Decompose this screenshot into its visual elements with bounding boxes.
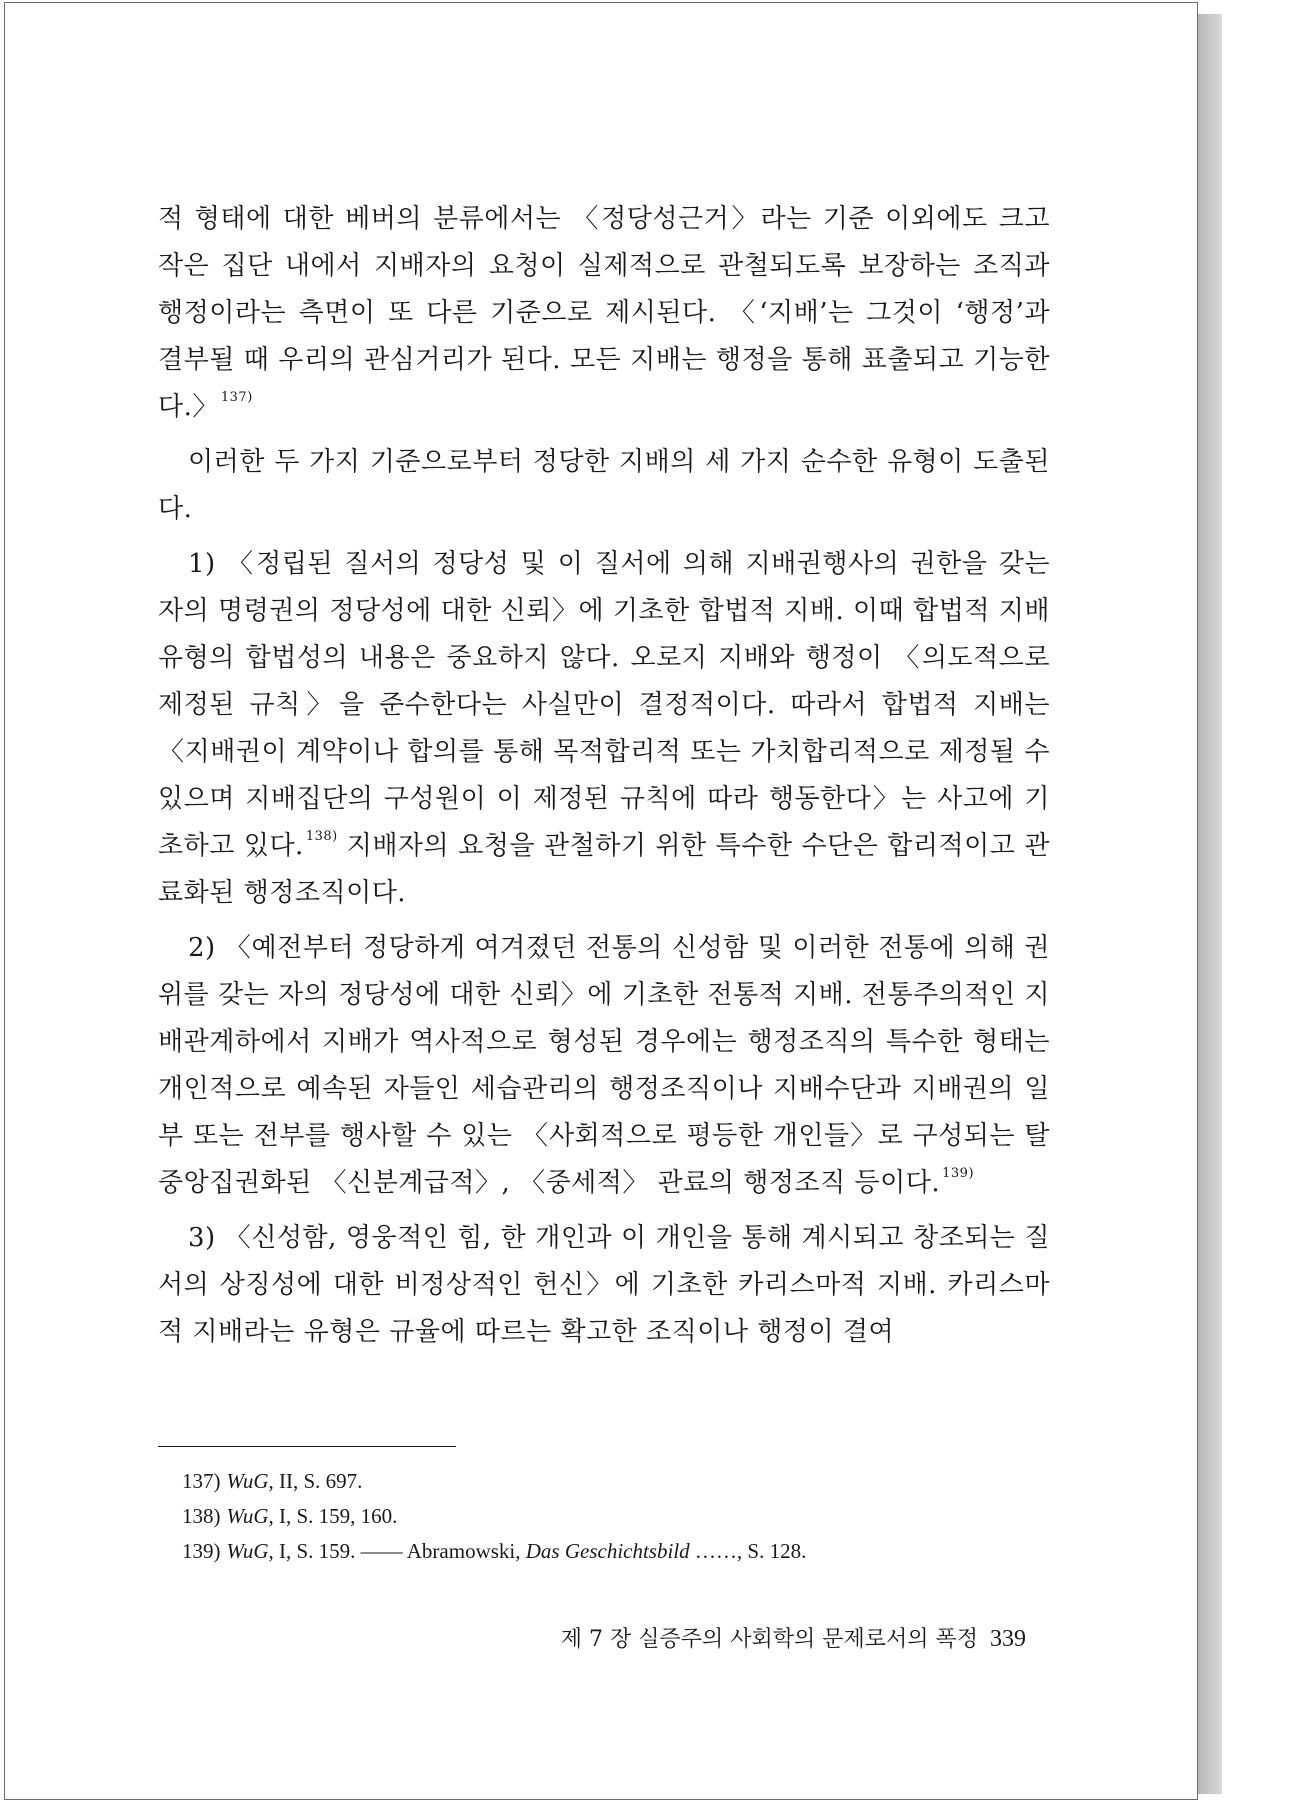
footnote-138 xyxy=(182,1499,982,1534)
chapter-title: 제 7 장 실증주의 사회학의 문제로서의 폭정 xyxy=(560,1627,978,1652)
page-number: 339 xyxy=(990,1626,1026,1652)
footnotes xyxy=(182,1464,982,1569)
paragraph-1 xyxy=(158,196,1050,431)
footnote-ref-139[interactable]: 139) xyxy=(942,1166,975,1181)
footnote-number: 138) xyxy=(182,1504,221,1528)
paragraph-text: 1) 〈정립된 질서의 정당성 및 이 질서에 의해 지배권행사의 권한을 갖는 자의 명령권의 정당성에 대한 신뢰〉에 기초한 합법적 지배. 이때 합법적 지배유형의 합법성의 내용은 중요하지 않다. 오로지 지배와 행정이 〈의도적으로 제정된 규칙〉을 준수한다는 사실만이 결정적이다. 따라서 합법적 지배는 〈지배권이 계약이나 합의를 통해 목적합리적 또는 가치합리적으로 제정될 수 있으며 지배집단의 구성원이 이 제정된 규칙에 따라 행동한다〉는 사고에 기초하고 있다. xyxy=(158,549,1050,861)
footnote-number: 137) xyxy=(182,1469,221,1493)
footnote-number: 139) xyxy=(182,1539,221,1563)
footnote-139 xyxy=(182,1534,982,1569)
main-text xyxy=(158,196,1050,1364)
footnote-citation: , I, S. 159, 160. xyxy=(268,1504,398,1528)
footnote-citation: ……, S. 128. xyxy=(689,1539,807,1563)
footnote-137 xyxy=(182,1464,982,1499)
paragraph-2 xyxy=(158,439,1050,533)
paragraph-text: 3) 〈신성함, 영웅적인 힘, 한 개인과 이 개인을 통해 계시되고 창조되는 질서의 상징성에 대한 비정상적인 헌신〉에 기초한 카리스마적 지배. 카리스마적 지배라는 유형은 규율에 따르는 확고한 조직이나 행정이 결여 xyxy=(158,1223,1050,1347)
paragraph-text: 2) 〈예전부터 정당하게 여겨졌던 전통의 신성함 및 이러한 전통에 의해 권위를 갖는 자의 정당성에 대한 신뢰〉에 기초한 전통적 지배. 전통주의적인 지배관계하에서 지배가 역사적으로 형성된 경우에는 행정조직의 특수한 형태는 개인적으로 예속된 자들인 세습관리의 행정조직이나 지배수단과 지배권의 일부 또는 전부를 행사할 수 있는 〈사회적으로 평등한 개인들〉로 구성되는 탈중앙집권화된 〈신분계급적〉, 〈중세적〉 관료의 행정조직 등이다. xyxy=(158,933,1050,1198)
footnote-work: WuG xyxy=(226,1504,269,1528)
footnote-citation: , I, S. 159. —— Abramowski, xyxy=(268,1539,526,1563)
paragraph-legal-domination xyxy=(158,541,1050,917)
paragraph-text: 지배자의 요청을 관철하기 위한 특수한 수단은 합리적이고 관료화된 행정조직이다. xyxy=(158,831,1050,908)
footnote-work: Das Geschichtsbild xyxy=(525,1539,690,1563)
paragraph-text: 적 형태에 대한 베버의 분류에서는 〈정당성근거〉라는 기준 이외에도 크고 작은 집단 내에서 지배자의 요청이 실제적으로 관철되도록 보장하는 조직과 행정이라는 측면이 또 다른 기준으로 제시된다. 〈‘지배’는 그것이 ‘행정’과 결부될 때 우리의 관심거리가 된다. 모든 지배는 행정을 통해 표출되고 기능한다.〉 xyxy=(158,204,1050,422)
footnote-work: WuG xyxy=(226,1469,269,1493)
running-footer xyxy=(561,1622,1026,1653)
footnote-citation: , II, S. 697. xyxy=(268,1469,363,1493)
footnote-ref-138[interactable]: 138) xyxy=(305,829,338,844)
paragraph-charismatic-domination xyxy=(158,1215,1050,1356)
paragraph-traditional-domination xyxy=(158,925,1050,1207)
footnote-divider xyxy=(158,1446,456,1447)
footnote-work: WuG xyxy=(226,1539,269,1563)
paragraph-text: 이러한 두 가지 기준으로부터 정당한 지배의 세 가지 순수한 유형이 도출된다. xyxy=(158,447,1050,524)
footnote-ref-137[interactable]: 137) xyxy=(220,390,253,405)
